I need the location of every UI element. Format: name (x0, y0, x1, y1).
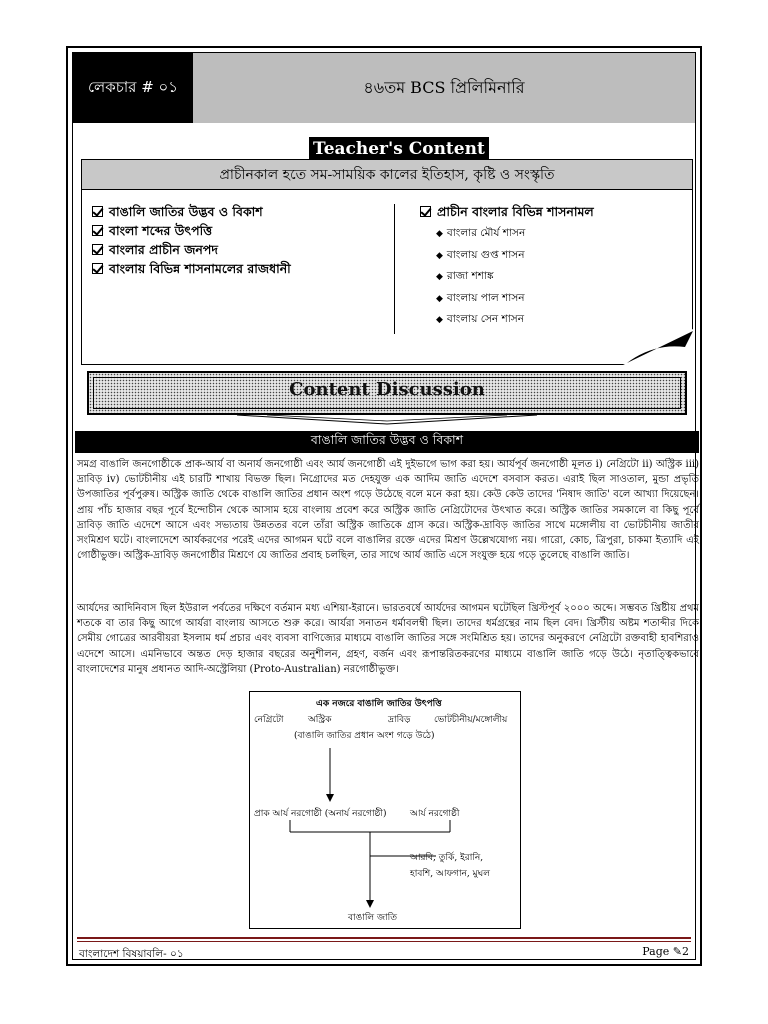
footer-rule (77, 941, 691, 942)
syllabus-heading-item: প্রাচীন বাংলার বিভিন্ন শাসনামল (420, 202, 594, 221)
syllabus-item: বাংলা শব্দের উৎপত্তি (92, 221, 291, 240)
diamond-bullet-icon: ◆ (436, 250, 443, 261)
syllabus-box (81, 159, 693, 365)
syllabus-title: প্রাচীনকাল হতে সম-সাময়িক কালের ইতিহাস, কৃষ্টি ও সংস্কৃতি (82, 160, 692, 190)
diagram-others: আরবি, তুর্কি, ইরানি, (410, 853, 484, 863)
checkbox-icon (92, 263, 103, 274)
paragraph: আর্যদের আদিনিবাস ছিল ইউরাল পর্বতের দক্ষিণে বর্তমান মধ্য এশিয়া-ইরানে। ভারতবর্ষে আর্যদের আগমন ঘটেছিল খ্রিস্টপূর্ব ২০০০ অব্দে। সম্ভবত খ্রিষ্টীয় প্রথম শতকে বা তার কিছু আগে আর্যরা বাংলায় আসতে শুরু করে। আর্যরা সনাতন ধর্মাবলম্বী ছিল। তাদের ধর্মগ্রন্থের নাম ছিল বেদ। খ্রিস্টীয় অষ্টম শতাব্দীর দিকে সেমীয় গোত্রের আরবীয়রা ইসলাম ধর্ম প্রচার এবং ব্যবসা বাণিজ্যের মাধ্যমে বাঙালি জাতির সঙ্গে সংমিশ্রিত হয়। তাদের অনুকরণে নেগ্রিটো রক্তবাহী হাবশিরাও এদেশে আসে। এমনিভাবে অন্তত দেড় হাজার বছরের অনুশীলন, গ্রহণ, বর্জন এবং রূপান্তরিতকরণের মাধ্যমে বাঙালি জাতি গড়ে উঠে। নৃতাত্ত্বিকভাবে বাংলাদেশের মানুষ প্রধানত আদি-অস্ট্রেলিয়া (Proto-Australian) নরগোষ্ঠীভুক্ত। (77, 603, 699, 675)
checkbox-icon (92, 206, 103, 217)
diagram-pre-aryan: প্রাক আর্য নরগোষ্ঠী (অনার্য নরগোষ্ঠী) (254, 809, 387, 819)
content-discussion-banner (87, 371, 687, 425)
checkbox-icon (92, 225, 103, 236)
checkbox-icon (420, 206, 431, 217)
syllabus-right-column (420, 202, 594, 331)
section-title: বাঙালি জাতির উদ্ভব ও বিকাশ (75, 431, 699, 453)
footer-rule (77, 937, 691, 939)
list-item: ◆ রাজা শশাঙ্ক (436, 270, 494, 282)
teachers-content-label: Teacher's Content (309, 137, 489, 161)
content-discussion-label: Content Discussion (289, 379, 485, 400)
diagram-note: (বাঙালি জাতির প্রধান অংশ গড়ে উঠে) (294, 731, 435, 741)
list-item: ◆ বাংলায় পাল শাসন (436, 291, 525, 304)
diagram-group: অস্ট্রিক (308, 715, 332, 725)
page-inner-border (72, 52, 699, 960)
diagram-result: বাঙালি জাতি (348, 913, 397, 923)
lecture-number: লেকচার # ০১ (73, 53, 193, 123)
page-curl-icon (623, 329, 693, 365)
syllabus-item: বাঙালি জাতির উদ্ভব ও বিকাশ (92, 202, 291, 221)
syllabus-item: বাংলায় বিভিন্ন শাসনামলের রাজধানী (92, 259, 291, 278)
list-item: ◆ বাংলায় গুপ্ত শাসন (436, 248, 525, 261)
checkbox-icon (92, 244, 103, 255)
exam-title (193, 53, 695, 123)
page-frame (66, 46, 702, 966)
syllabus-item: বাংলার প্রাচীন জনপদ (92, 240, 291, 259)
column-divider (394, 204, 395, 334)
diagram-group: নেগ্রিটো (254, 715, 284, 725)
diagram-title: এক নজরে বাঙালি জাতির উৎপত্তি (316, 699, 442, 709)
diagram-group: ভোটচীনীয়/মঙ্গোলীয় (434, 715, 508, 725)
diamond-bullet-icon: ◆ (436, 293, 443, 304)
diagram-group: দ্রাবিড় (388, 715, 411, 725)
page-number: Page ✎2 (642, 945, 689, 958)
list-item: ◆ বাংলায় সেন শাসন (436, 313, 524, 325)
paragraph: সমগ্র বাঙালি জনগোষ্ঠীকে প্রাক-আর্য বা অনার্য জনগোষ্ঠী এবং আর্য জনগোষ্ঠী এই দুইভাগে ভাগ করা হয়। আর্যপূর্ব জনগোষ্ঠী মূলত i) নেগ্রিটো ii) অস্ট্রিক iii) দ্রাবিড় iv) ভোটচীনীয় এই চারটি শাখায় বিভক্ত ছিল। নিগ্রোদের মত দেহযুক্ত এক আদিম জাতি এদেশে বসবাস করত। এরাই ছিল সাওতাল, মুন্ডা প্রভৃতি উপজাতির পূর্বপুরুষ। অস্ট্রিক জাতি থেকে বাঙালি জাতির প্রধান অংশ গড়ে উঠেছে বলে মনে করা হয়। কেউ কেউ তাদের 'নিষাদ জাতি' বলে আখ্যা দিয়েছেন। প্রায় পাঁচ হাজার বছর পূর্বে ইন্দোচীন থেকে আসাম হয়ে বাংলায় প্রবেশ করে অস্ট্রিক জাতি নেগ্রিটোদের উৎখাত করে। অস্ট্রিক জাতির সমকালে বা কিছু পূর্বে দ্রাবিড় জাতি এদেশে আসে এবং সভ্যতায় উন্নততর বলে তাঁরা অস্ট্রিক জাতিকে গ্রাস করে। অস্ট্রিক-দ্রাবিড় জাতির সাথে মঙ্গোলীয় বা ভোটচীনীয় জাতীর সংমিশ্রণ ঘটে। বাংলাদেশে আর্যকরণের পরেই এদের আগমন ঘটে বলে বাঙালির রক্তে এদের মিশ্রণ উল্লেখযোগ্য নয়। গারো, কোচ, ত্রিপুরা, চাকমা ইত্যাদি এই গোষ্ঠীভুক্ত। অস্ট্রিক-দ্রাবিড় জনগোষ্ঠীর মিশ্রণে যে জাতির প্রবাহ চলছিল, তার সাথে আর্য জাতি এসে সংযুক্ত হয়ে গড়ে তুলেছে বাঙালি জাতি। (77, 459, 699, 562)
diagram-others: হাবশি, আফগান, মুঘল (410, 869, 490, 879)
diagram-aryan: আর্য নরগোষ্ঠী (410, 809, 460, 819)
diamond-bullet-icon: ◆ (436, 272, 443, 282)
origin-diagram (249, 691, 521, 929)
diamond-bullet-icon: ◆ (436, 229, 443, 239)
footer-subject: বাংলাদেশ বিষয়াবলি- ০১ (79, 948, 184, 960)
exam-title-text: ৪৬তম BCS প্রিলিমিনারি (363, 77, 525, 97)
syllabus-left-column (92, 202, 291, 278)
rule-list (436, 223, 594, 331)
list-item: ◆ বাংলার মৌর্য শাসন (436, 227, 526, 239)
diamond-bullet-icon: ◆ (436, 315, 443, 325)
header-band (73, 53, 695, 123)
